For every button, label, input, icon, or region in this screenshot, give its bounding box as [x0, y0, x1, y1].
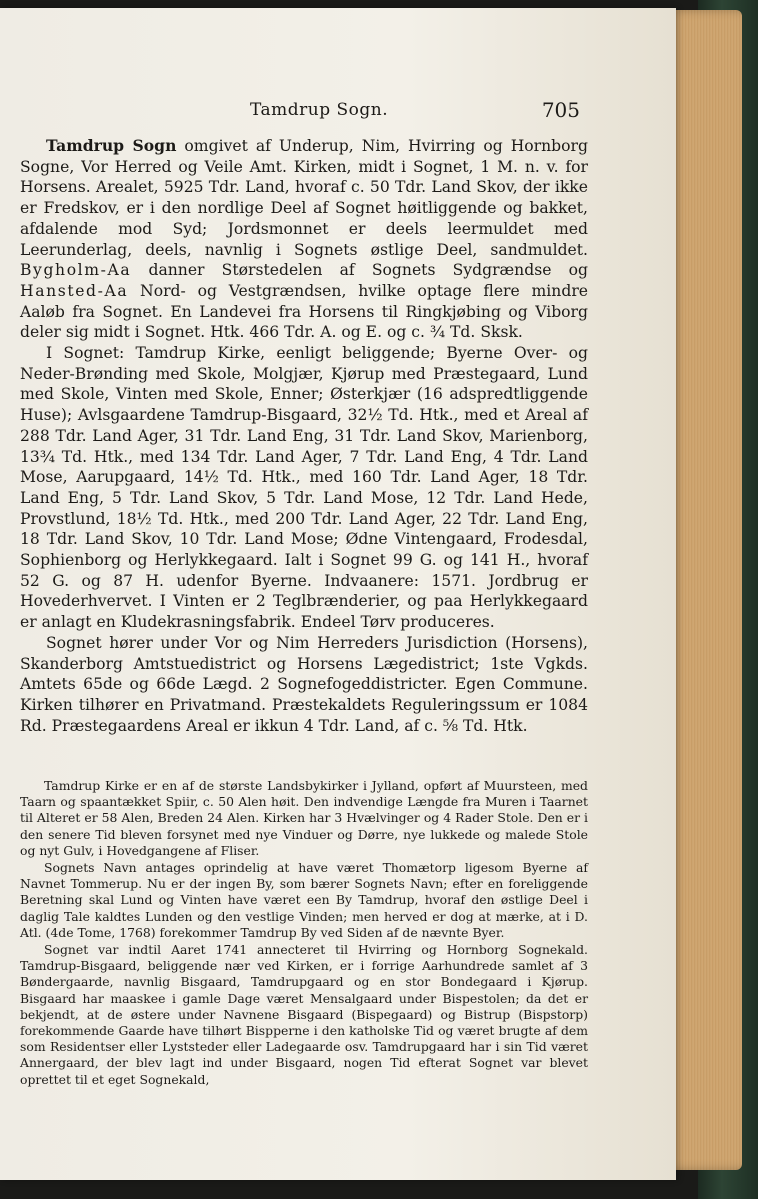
note-church: Tamdrup Kirke er en af de største Landsbykirker i Jylland, opført af Muursteen, med Taarn og spaantækket Spiir, c. 50 Alen høit. Den indvendige Længde fra Muren i Taarnet til Alteret er 58 Alen, Breden 24 Alen. Kirken har 3 Hvælvinger og 4 Rader Stole. Den er i den senere Tid bleven forsynet med nye Vinduer og Dørre, nye lukkede og malede Stole og nyt Gulv, i Hovedgangene af Fliser.	[20, 778, 588, 858]
page-header	[20, 100, 580, 128]
book-page	[0, 8, 676, 1180]
paragraph-1-text: omgivet af Underup, Nim, Hvirring og Hornborg Sogne, Vor Herred og Veile Amt. Kirken, midt i Sognet, 1 M. n. v. for Horsens. Arealet, 5925 Tdr. Land, hvoraf c. 50 Tdr. Land Skov, der ikke er Fredskov, er i den nordlige Deel af Sognet høitliggende og bakket, afdalende mod Syd; Jordsmonnet er deels leermuldet med Leerunderlag, deels, navnlig i Sognets østlige Deel, sandmuldet.	[20, 137, 588, 259]
paragraph-1-mid: danner Størstedelen af Sognets Sydgrændse og	[148, 261, 588, 280]
main-text	[20, 136, 588, 736]
note-history: Sognet var indtil Aaret 1741 annecteret til Hvirring og Hornborg Sognekald. Tamdrup-Bisgaard, beliggende nær ved Kirken, er i forrige Aarhundrede samlet af 3 Bøndergaarde, navnlig Bisgaard, Tamdrupgaard og en stor Bondegaard i Kjørup. Bisgaard har maaskee i gamle Dage været Mensalgaard under Bispestolen; da det er bekjendt, at de østere under Navnene Bisgaard (Bispegaard) og Bistrup (Bispstorp) forekommende Gaarde have tilhørt Bispperne i den katholske Tid og været brugte af dem som Residentser eller Lyststeder eller Ladegaarde osv. Tamdrupgaard har i sin Tid været Annergaard, der blev lagt ind under Bisgaard, nogen Tid efterat Sognet var blevet oprettet til et eget Sognekald,	[20, 942, 588, 1087]
river-name-bygholm: Bygholm-Aa	[20, 261, 132, 280]
note-parish-name: Sognets Navn antages oprindelig at have været Thomætorp ligesom Byerne af Navnet Tommerup. Nu er der ingen By, som bærer Sognets Navn; efter en foreliggende Beretning skal Lund og Vinten have været een By Tamdrup, hvoraf den østlige Deel i daglig Tale kaldtes Lunden og den vestlige Vinden; men herved er dog at mærke, at i D. Atl. (4de Tome, 1768) forekommer Tamdrup By ved Siden af de nævnte Byer.	[20, 860, 588, 940]
page-number: 705	[541, 98, 580, 122]
paragraph-1-end: Nord- og Vestgrændsen, hvilke optage flere mindre Aaløb fra Sognet. En Landevei fra Horsens til Ringkjøbing og Viborg deler sig midt i Sognet. Htk. 466 Tdr. A. og E. og c. ¾ Td. Sksk.	[20, 281, 588, 342]
paragraph-2: I Sognet: Tamdrup Kirke, eenligt beliggende; Byerne Over- og Neder-Brønding med Skole, Molgjær, Kjørup med Præstegaard, Lund med Skole, Vinten med Skole, Enner; Østerkjær (16 adspredtliggende Huse); Avlsgaardene Tamdrup-Bisgaard, 32½ Td. Htk., med et Areal af 288 Tdr. Land Ager, 31 Tdr. Land Eng, 31 Tdr. Land Skov, Marienborg, 13¾ Td. Htk., med 134 Tdr. Land Ager, 7 Tdr. Land Eng, 4 Tdr. Land Mose, Aarupgaard, 14½ Td. Htk., med 160 Tdr. Land Ager, 18 Tdr. Land Eng, 5 Tdr. Land Skov, 5 Tdr. Land Mose, 12 Tdr. Land Hede, Provstlund, 18½ Td. Htk., med 200 Tdr. Land Ager, 22 Tdr. Land Eng, 18 Tdr. Land Skov, 10 Tdr. Land Mose; Ødne Vintengaard, Frodesdal, Sophienborg og Herlykkegaard. Ialt i Sognet 99 G. og 141 H., hvoraf 52 G. og 87 H. udenfor Byerne. Indvaanere: 1571. Jordbrug er Hovederhvervet. I Vinten er 2 Teglbrænderier, og paa Herlykkegaard er anlagt en Kludekrasningsfabrik. Endeel Tørv produceres.	[20, 344, 588, 632]
entry-heading: Tamdrup Sogn	[46, 136, 177, 155]
footnotes	[20, 778, 588, 1089]
river-name-hansted: Hansted-Aa	[20, 281, 129, 300]
running-title: Tamdrup Sogn.	[250, 100, 389, 120]
paragraph-1	[20, 136, 588, 343]
paragraph-3: Sognet hører under Vor og Nim Herreders Jurisdiction (Horsens), Skanderborg Amtstuedistrict og Horsens Lægedistrict; 1ste Vgkds. Amtets 65de og 66de Lægd. 2 Sognefogeddistricter. Egen Commune. Kirken tilhører en Privatmand. Præstekaldets Reguleringssum er 1084 Rd. Præstegaardens Areal er ikkun 4 Tdr. Land, af c. ⅝ Td. Htk.	[20, 633, 588, 735]
